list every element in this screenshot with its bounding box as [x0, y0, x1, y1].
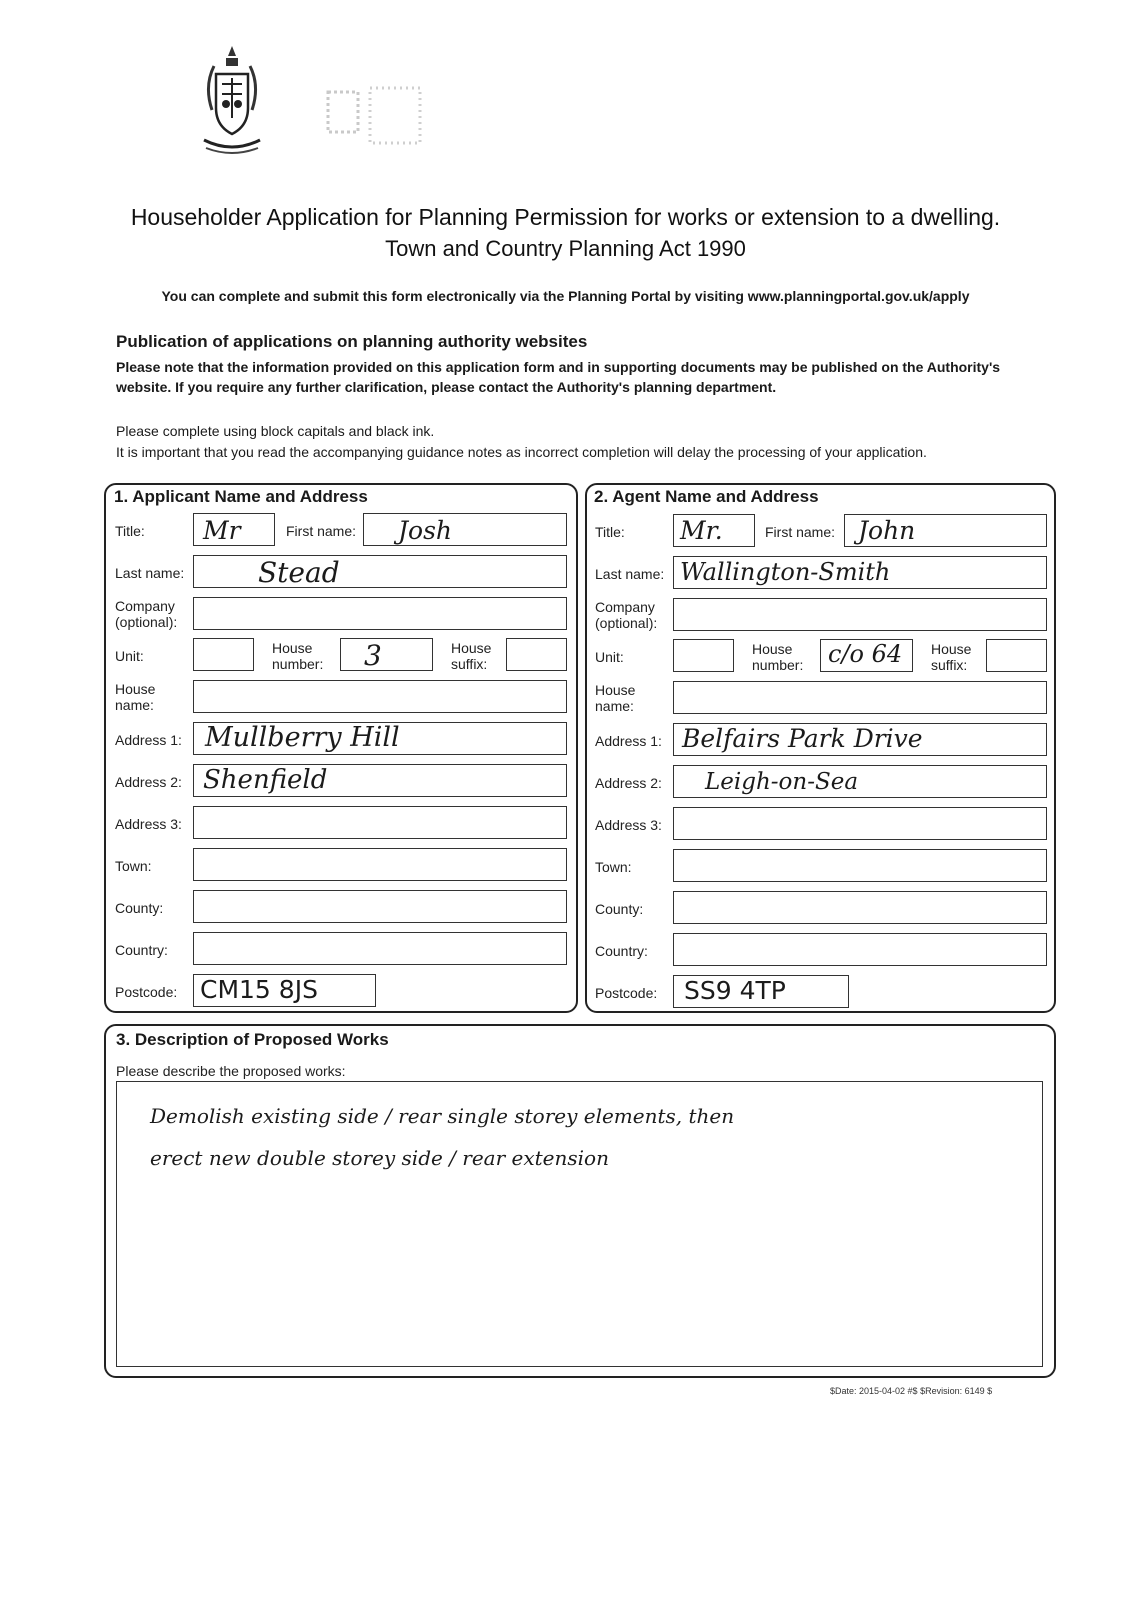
applicant-company-label — [115, 598, 177, 630]
applicant-address2-label: Address 2: — [115, 774, 182, 790]
form-title: Householder Application for Planning Permission for works or extension to a dwelling. — [130, 204, 1001, 230]
applicant-title-value: Mr — [203, 516, 241, 545]
applicant-title-label: Title: — [115, 523, 145, 539]
publication-heading: Publication of applications on planning authority websites — [116, 332, 588, 351]
agent-postcode-label: Postcode: — [595, 985, 658, 1001]
applicant-address3-field[interactable] — [193, 806, 567, 839]
agent-country-field[interactable] — [673, 933, 1047, 966]
portal-note: You can complete and submit this form electronically via the Planning Portal by visiting www.planningportal.gov.uk/apply — [161, 288, 970, 304]
agent-postcode-value: SS9 4TP — [684, 976, 786, 1005]
applicant-postcode-label: Postcode: — [115, 984, 178, 1000]
works-line-2: erect new double storey side / rear extension — [150, 1146, 609, 1170]
agent-house-suffix-label-line1: House — [931, 641, 972, 657]
agent-unit-field[interactable] — [673, 639, 734, 672]
agent-town-field[interactable] — [673, 849, 1047, 882]
agent-house-suffix-label-line2: suffix: — [931, 657, 968, 673]
agent-first-name-label: First name: — [765, 524, 836, 540]
applicant-town-label: Town: — [115, 858, 152, 874]
works-description-text — [150, 1095, 1030, 1179]
agent-address3-label: Address 3: — [595, 817, 662, 833]
applicant-last-name-field[interactable] — [193, 555, 567, 588]
agent-company-label-line1: Company — [595, 599, 655, 615]
agent-house-number-value: c/o 64 — [828, 640, 903, 668]
agent-address2-value: Leigh-on-Sea — [705, 769, 859, 795]
agent-section-title: 2. Agent Name and Address — [594, 487, 819, 506]
agent-house-suffix-field[interactable] — [986, 639, 1047, 672]
agent-house-number-label-line2: number: — [752, 657, 804, 673]
house-suffix-label-line1: House — [451, 640, 492, 656]
agent-first-name-value: John — [858, 516, 916, 545]
instruction-line-2: It is important that you read the accompanying guidance notes as incorrect completion will delay the processing of your application. — [116, 444, 927, 460]
agent-house-name-label-line2: name: — [595, 698, 634, 714]
applicant-house-name-label — [115, 681, 155, 713]
applicant-first-name-value: Josh — [398, 516, 453, 545]
applicant-county-label: County: — [115, 900, 164, 916]
revision-footer: $Date: 2015-04-02 #$ $Revision: 6149 $ — [830, 1386, 993, 1396]
agent-country-label: Country: — [595, 943, 648, 959]
company-label-line1: Company — [115, 598, 175, 614]
applicant-first-name-field[interactable] — [363, 513, 567, 546]
agent-unit-label: Unit: — [595, 649, 624, 665]
agent-address3-field[interactable] — [673, 807, 1047, 840]
house-number-label-line1: House — [272, 640, 313, 656]
agent-address1-label: Address 1: — [595, 733, 662, 749]
agent-house-name-field[interactable] — [673, 681, 1047, 714]
house-number-label-line2: number: — [272, 656, 324, 672]
applicant-unit-label: Unit: — [115, 648, 144, 664]
agent-company-label — [595, 599, 657, 631]
instruction-line-1: Please complete using block capitals and black ink. — [116, 423, 435, 439]
agent-company-field[interactable] — [673, 598, 1047, 631]
applicant-address2-value: Shenfield — [203, 765, 328, 795]
applicant-house-suffix-label — [451, 640, 491, 672]
works-line-1: Demolish existing side / rear single storey elements, then — [150, 1104, 735, 1128]
house-suffix-label-line2: suffix: — [451, 656, 488, 672]
applicant-address1-value: Mullberry Hill — [205, 722, 400, 753]
company-label-line2: (optional): — [115, 614, 178, 630]
agent-county-label: County: — [595, 901, 644, 917]
instructions — [116, 421, 1066, 463]
agent-last-name-value: Wallington-Smith — [680, 558, 891, 586]
applicant-town-field[interactable] — [193, 848, 567, 881]
applicant-house-number-value: 3 — [364, 639, 382, 672]
applicant-first-name-label: First name: — [286, 523, 357, 539]
agent-house-name-label-line1: House — [595, 682, 636, 698]
applicant-house-name-field[interactable] — [193, 680, 567, 713]
applicant-address1-label: Address 1: — [115, 732, 182, 748]
applicant-house-number-field[interactable] — [340, 638, 433, 671]
works-prompt: Please describe the proposed works: — [116, 1063, 346, 1079]
form-subtitle: Town and Country Planning Act 1990 — [385, 236, 746, 261]
agent-title-label: Title: — [595, 524, 625, 540]
agent-address1-value: Belfairs Park Drive — [682, 724, 923, 753]
applicant-address3-label: Address 3: — [115, 816, 182, 832]
publication-note: Please note that the information provided on this application form and in supporting documents may be published on the Authority's website. If you require any further clarification, please contact the Authority's planning department. — [116, 359, 1001, 395]
agent-address2-label: Address 2: — [595, 775, 662, 791]
agent-house-number-label — [752, 641, 803, 673]
agent-house-name-label — [595, 682, 635, 714]
applicant-country-field[interactable] — [193, 932, 567, 965]
applicant-last-name-value: Stead — [258, 556, 340, 589]
agent-house-suffix-label — [931, 641, 971, 673]
faded-stamp-icon — [320, 82, 430, 152]
applicant-last-name-label: Last name: — [115, 565, 185, 581]
agent-last-name-label: Last name: — [595, 566, 665, 582]
applicant-postcode-value: CM15 8JS — [200, 975, 318, 1004]
applicant-country-label: Country: — [115, 942, 168, 958]
council-crest-icon — [196, 44, 268, 164]
agent-town-label: Town: — [595, 859, 632, 875]
house-name-label-line2: name: — [115, 697, 154, 713]
house-name-label-line1: House — [115, 681, 156, 697]
agent-company-label-line2: (optional): — [595, 615, 658, 631]
agent-title-value: Mr. — [680, 516, 723, 545]
applicant-county-field[interactable] — [193, 890, 567, 923]
applicant-house-suffix-field[interactable] — [506, 638, 567, 671]
works-section-title: 3. Description of Proposed Works — [116, 1030, 389, 1049]
applicant-unit-field[interactable] — [193, 638, 254, 671]
agent-county-field[interactable] — [673, 891, 1047, 924]
agent-house-number-label-line1: House — [752, 641, 793, 657]
applicant-house-number-label — [272, 640, 323, 672]
applicant-company-field[interactable] — [193, 597, 567, 630]
applicant-section-title: 1. Applicant Name and Address — [114, 487, 368, 506]
